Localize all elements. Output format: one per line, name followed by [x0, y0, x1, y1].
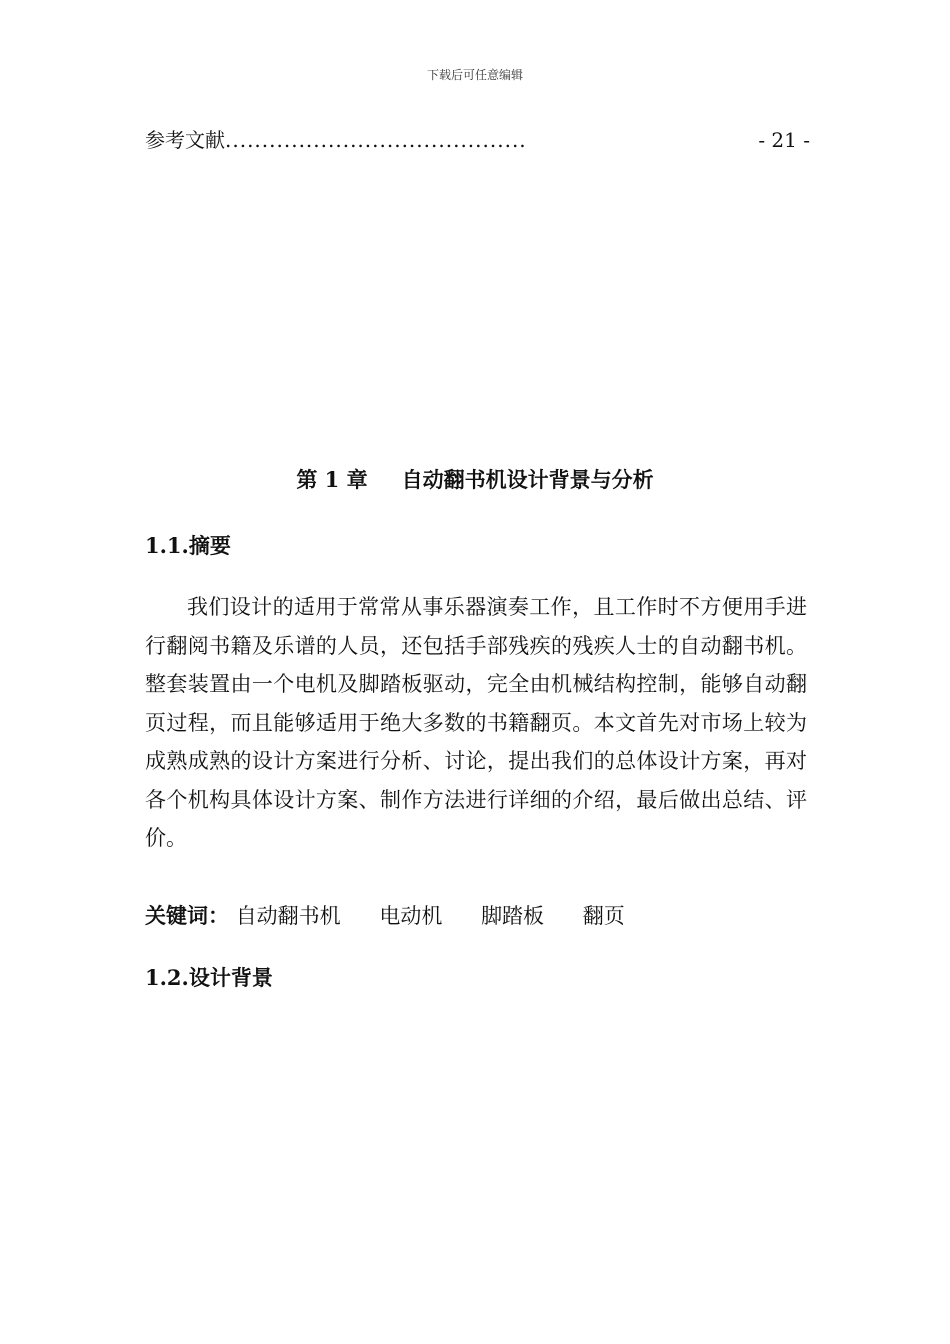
keywords-line [145, 900, 657, 930]
toc-entry-references[interactable] [145, 124, 810, 153]
section-heading-abstract: 1.1.摘要 [145, 533, 231, 558]
toc-entry-title: 参考文献 [145, 128, 225, 152]
chapter-title [0, 464, 950, 494]
toc-leader-dots: ......................................... [225, 128, 527, 152]
keyword-item: 翻页 [582, 904, 625, 928]
keywords-label: 关键词： [145, 903, 229, 928]
chapter-number: 第 1 章 [296, 467, 368, 492]
keyword-item: 脚踏板 [481, 904, 545, 928]
keyword-item: 自动翻书机 [235, 904, 341, 928]
keyword-item: 电动机 [379, 904, 443, 928]
chapter-name: 自动翻书机设计背景与分析 [401, 467, 654, 492]
toc-page-number: - 21 - [758, 128, 810, 152]
section-heading-background: 1.2.设计背景 [145, 965, 273, 990]
page-header-note: 下载后可任意编辑 [426, 68, 523, 82]
abstract-paragraph: 我们设计的适用于常常从事乐器演奏工作，且工作时不方便用手进行翻阅书籍及乐谱的人员，还包括手部残疾的残疾人士的自动翻书机。整套装置由一个电机及脚踏板驱动，完全由机械结构控制，能够自动翻页过程，而且能够适用于绝大多数的书籍翻页。本文首先对市场上较为成熟成熟的设计方案进行分析、讨论，提出我们的总体设计方案，再对各个机构具体设计方案、制作方法进行详细的介绍，最后做出总结、评价。 [145, 595, 807, 850]
